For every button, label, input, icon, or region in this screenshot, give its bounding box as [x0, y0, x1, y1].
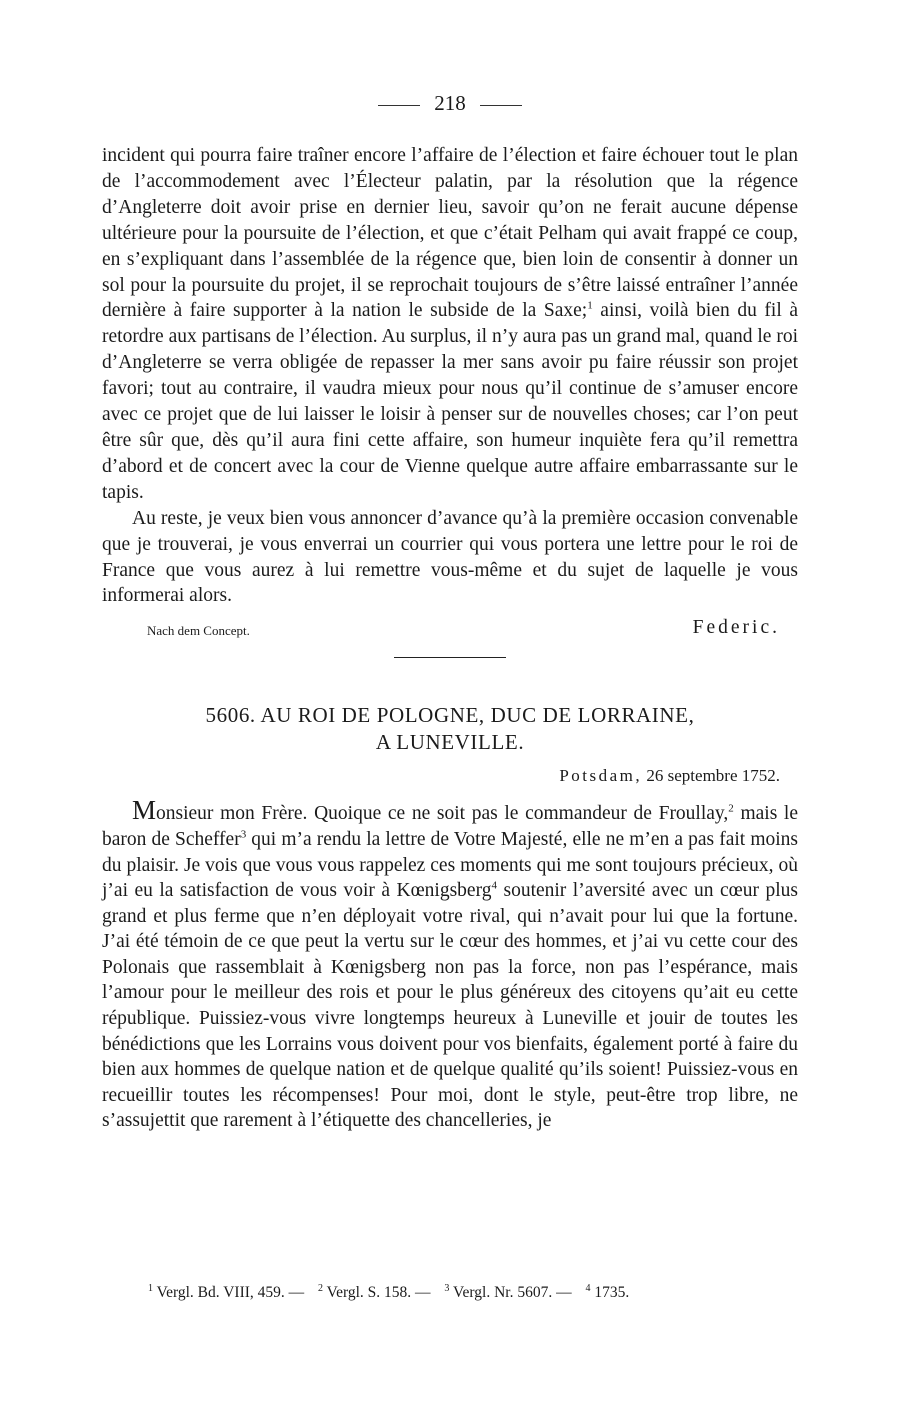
paragraph: Au reste, je veux bien vous annoncer d’avance qu’à la première occasion convenable que je trouverai, je vous enverrai un courrier qui vous portera une lettre pour le roi de France que vous aurez à lui remettre vous-même et du sujet de laquelle je vous informerai alors. [102, 507, 798, 607]
source-note: Nach dem Concept. [147, 623, 250, 639]
paragraph [102, 143, 798, 506]
document-title-line: A LUNEVILLE. [375, 730, 525, 755]
page-number: 218 [434, 91, 466, 115]
paragraph-text: incident qui pourra faire traîner encore l’affaire de l’élection et faire échouer tout le plan de l’accommodement avec l’Électeur palatin, par la résolution que la régence d’Angleterre doit avoir prise en dernier lieu, savoir qu’on ne ferait aucune dépense ultérieure pour la poursuite de l’élection, et que c’était Pelham qui avait frappé ce coup, en s’expliquant dans l’assemblée de la régence que, bien loin de consentir à donner un sol pour la poursuite du projet, il se reprochait toujours de s’être laissé entraîner l’année dernière à faire supporter à la nation le subside de la Saxe; [102, 145, 798, 322]
closing [102, 615, 798, 649]
paragraph-text: mais le baron de Scheffer [102, 803, 799, 850]
footnote-text: Vergl. S. 158. — [326, 1284, 431, 1301]
document-title [102, 702, 798, 756]
footnote-text: Vergl. Nr. 5607. — [453, 1284, 572, 1301]
footnote-text: 1735. [594, 1284, 630, 1301]
footnote-ref: 2 [728, 802, 734, 815]
paragraph-text: qui m’a rendu la lettre de Votre Majesté, elle ne m’en a pas fait moins du plaisir. Je vois que vous vous rappelez ces moments qui me sont toujours précieux, où j’ai eu la satisfaction de vous voir à Kœnigsberg [102, 828, 798, 902]
footnote-mark: 2 [318, 1282, 324, 1294]
footnote-ref: 4 [491, 879, 497, 892]
document-title-line: 5606. AU ROI DE POLOGNE, DUC DE LORRAINE, [205, 703, 695, 728]
paragraph-text: onsieur mon Frère. Quoique ce ne soit pas le commandeur de Froullay, [156, 803, 729, 825]
footnote [148, 1284, 304, 1301]
footnote-ref: 3 [240, 828, 247, 841]
footnote-mark: 4 [585, 1282, 591, 1294]
header-dash-left [378, 105, 420, 106]
paragraph [102, 795, 799, 1134]
footnotes [148, 1284, 639, 1302]
continued-letter [102, 143, 798, 609]
dropcap: M [132, 795, 157, 826]
footnote-text: Vergl. Bd. VIII, 459. — [156, 1284, 305, 1301]
paragraph-text: ainsi, voilà bien du fil à retordre aux partisans de l’élection. Au surplus, il n’y aura pas un grand mal, quand le roi d’Angleterre se verra obligée de repasser la mer sans avoir pu faire réussir son projet favori; tout au contraire, il vaudra mieux pour nous qu’il continue de s’amuser encore avec ce projet que de lui laisser le loisir à penser sur de nouvelles choses; car l’on peut être sûr que, dès qu’il aura fini cette affaire, son humeur inquiète fera qu’il remettra d’abord et de concert avec la cour de Vienne quelque autre affaire embarrassante sur le tapis. [102, 300, 798, 503]
paragraph-text: soutenir l’aversité avec un cœur plus grand et plus ferme que n’en déployait votre rival, qui n’avait pour lui que la fortune. J’ai été témoin de ce que peut la vertu sur le cœur des hommes, et j’ai vu cette cour des Polonais que rassemblait à Kœnigsberg non pas la force, non pas l’espérance, mais l’amour pour le meilleur des rois et pour le plus généreux des citoyens qu’ait eu cette république. Puissiez-vous vivre longtemps heureux à Luneville et jouir de toutes les bénédictions que les Lorrains vous doivent pour vos bienfaits, également porté à faire du bien aux hommes de quelque nation et de quelque qualité qu’ils soient! Puissiez-vous en recueillir toutes les récompenses! Pour moi, dont le style, peut-être trop libre, ne s’assujettit que rarement à l’étiquette des chancelleries, je [102, 880, 799, 1132]
place-date [102, 766, 798, 786]
header-dash-right [480, 105, 522, 106]
page-header [102, 88, 798, 118]
footnote [444, 1284, 571, 1301]
footnote-mark: 3 [444, 1282, 450, 1294]
section-divider [394, 657, 506, 658]
footnote [585, 1284, 629, 1301]
footnote [318, 1284, 431, 1301]
footnote-mark: 1 [148, 1282, 153, 1294]
page [102, 88, 798, 1134]
place: Potsdam, [559, 766, 643, 786]
signature: Federic. [692, 617, 780, 639]
date: 26 septembre 1752. [646, 766, 780, 786]
footnote-ref: 1 [587, 299, 593, 312]
letter-body [102, 795, 799, 1134]
